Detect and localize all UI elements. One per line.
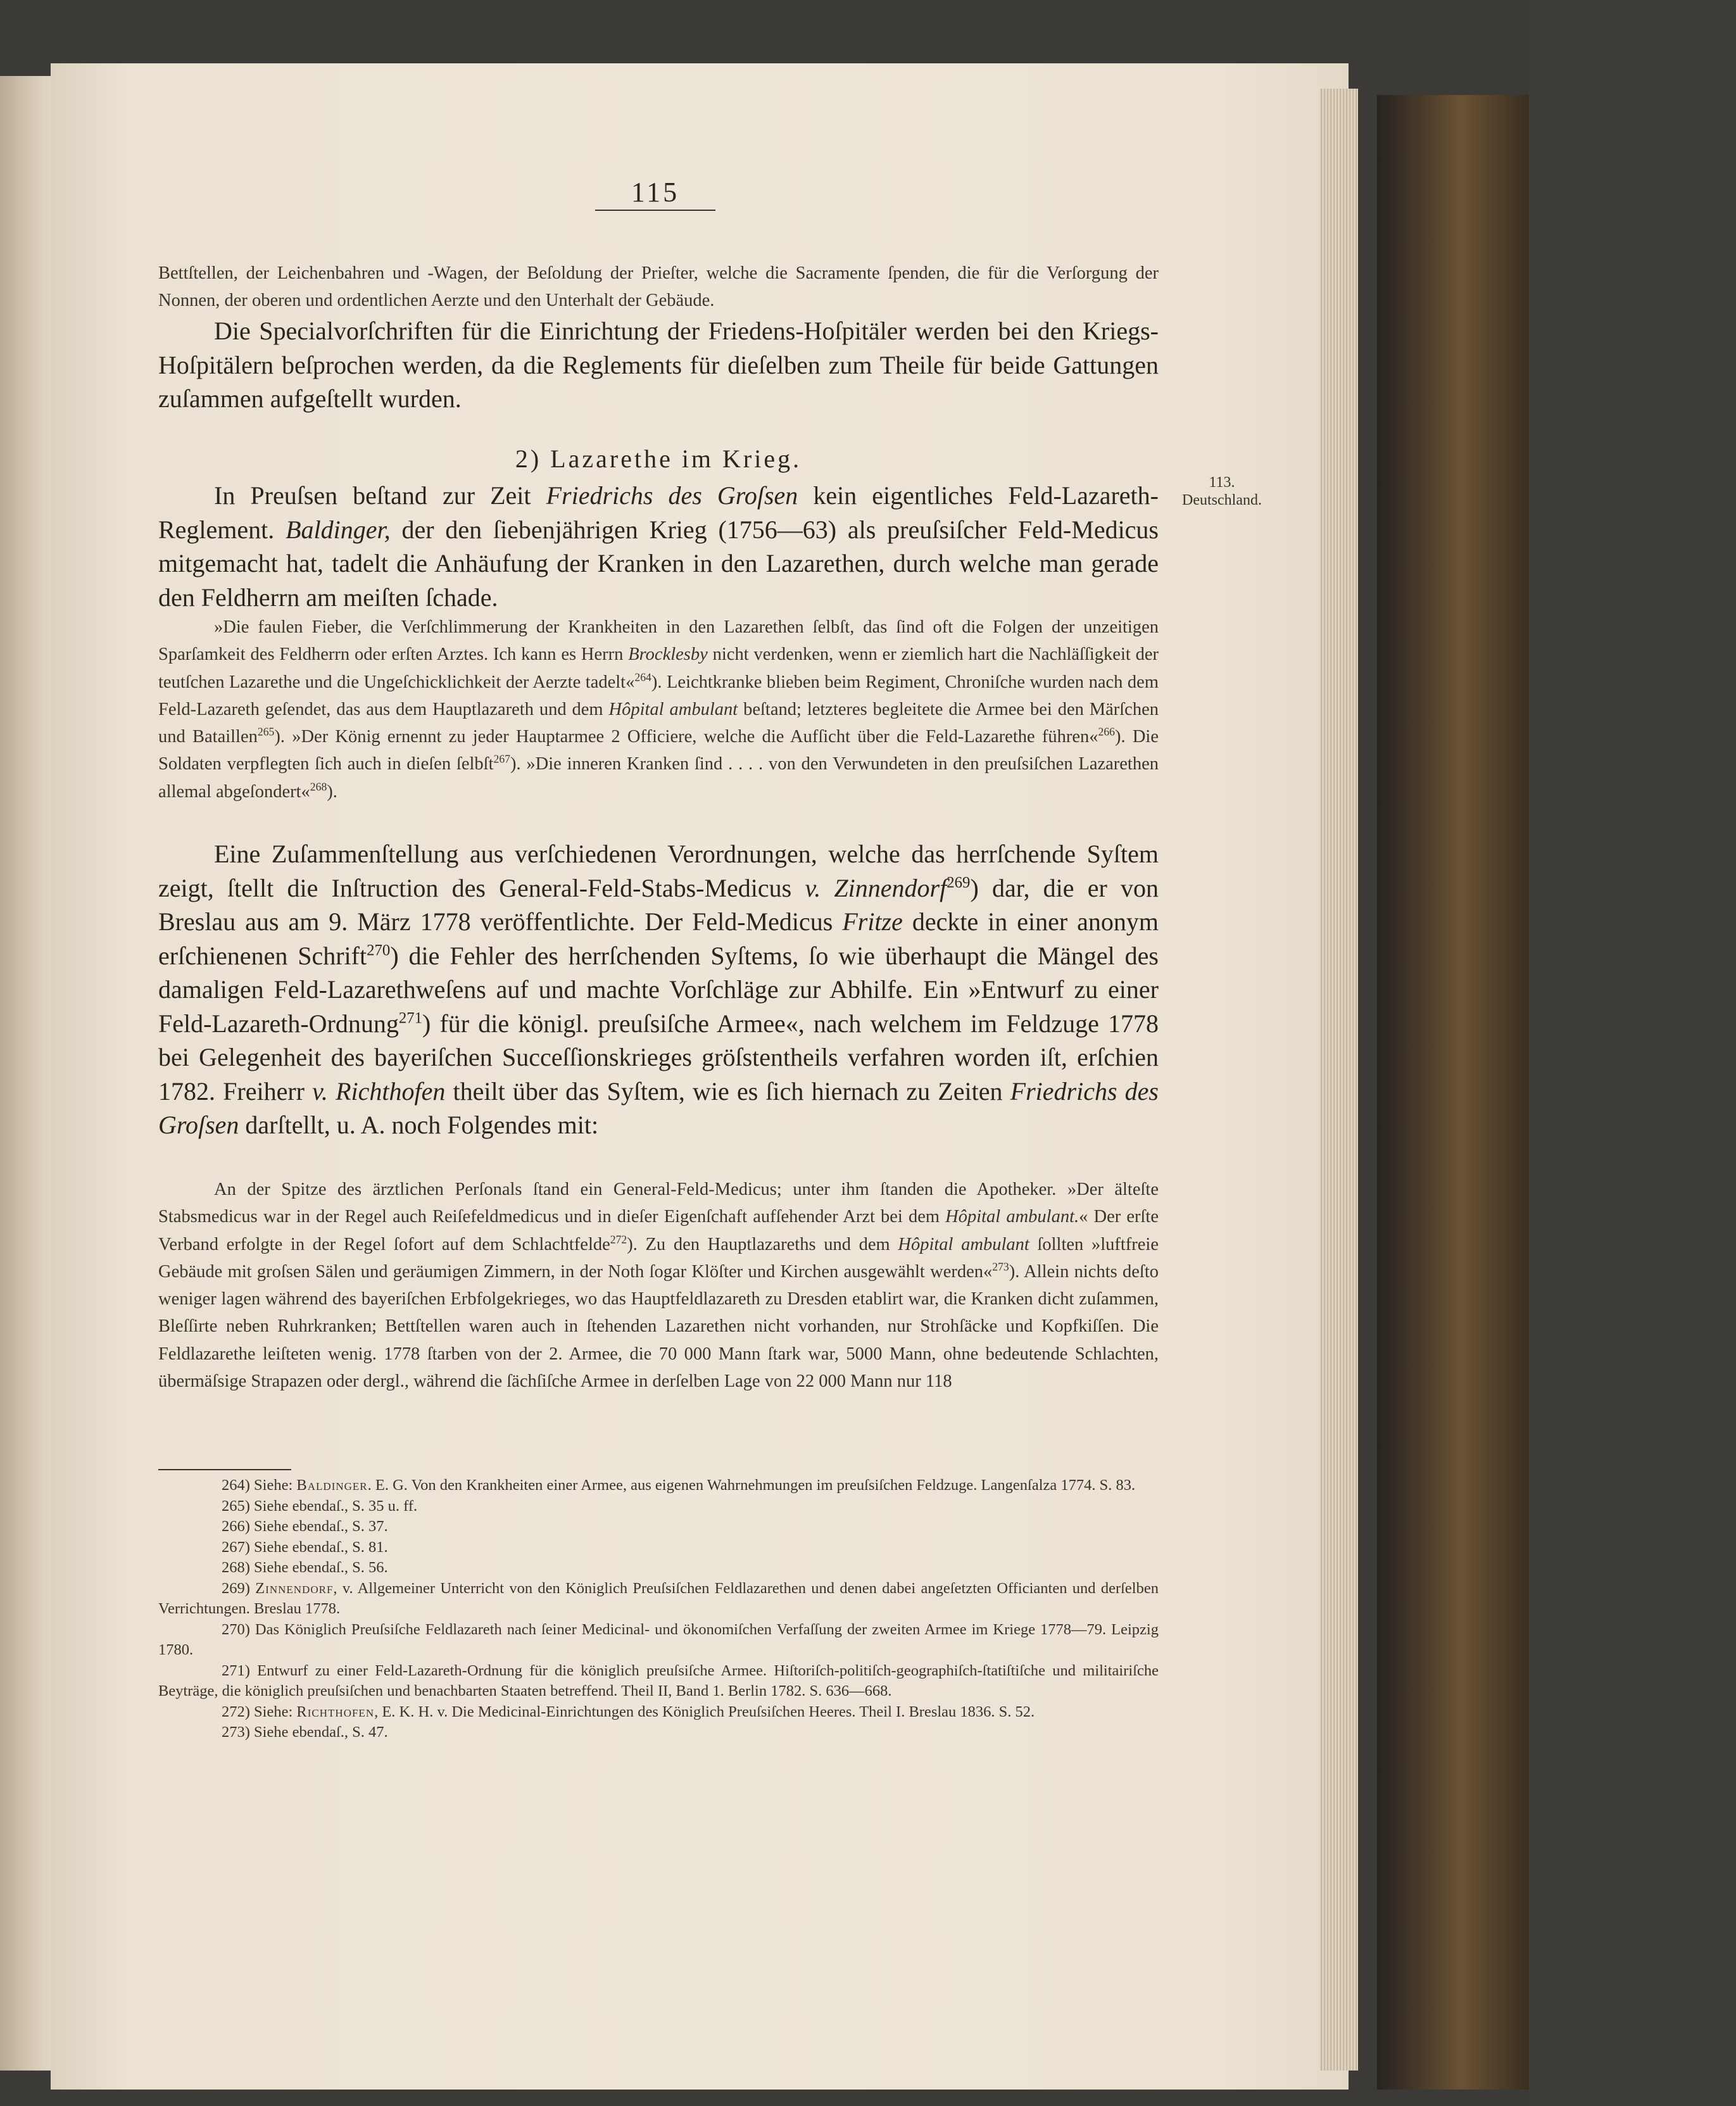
footnote-text: Entwurf zu einer Feld-Lazareth-Ordnung für die königlich preuſsiſche Armee. Hiſtoriſch-politiſch-geographiſch-ſtatiſtiſche und militairiſche Beyträge, die königlich preuſsiſchen und benachbarten Staaten betreffend. Theil II, Band 1. Berlin 1782. S. 636—668. — [158, 1661, 1159, 1699]
footnote — [158, 1537, 1159, 1558]
paragraph-zusammenstellung: Eine Zuſammenſtellung aus verſchiedenen Verordnungen, welche das herrſchende Syſtem zeigt, ſtellt die Inſtruction des General-Feld-Stabs-Medicus v. Zinnendorf$^{269}$) dar, die er von Breslau aus am 9. März 1778 veröffentlichte. Der Feld-Medicus Fritze deckte in einer anonym erſchienenen Schrift$^{270}$) die Fehler des herrſchenden Syſtems, ſo wie überhaupt die Mängel des damaligen Feld-Lazarethweſens auf und machte Vorſchläge zur Abhilfe. Ein »Entwurf zu einer Feld-Lazareth-Ordnung$^{271}$) für die königl. preuſsiſche Armee«, nach welchem im Feldzuge 1778 bei Gelegenheit des bayeriſchen Succeſſionskrieges gröſstentheils verfahren worden iſt, erſchien 1782. Freiherr v. Richthofen theilt über das Syſtem, wie es ſich hiernach zu Zeiten Friedrichs des Groſsen darſtellt, u. A. noch Folgendes mit: — [158, 840, 1159, 1139]
footnote — [158, 1579, 1159, 1620]
footnote — [158, 1620, 1159, 1661]
footnote-number: 264) — [222, 1477, 255, 1494]
footnote-text: , E. K. H. v. Die Medicinal-Einrichtungen des Königlich Preuſsiſchen Heeres. Theil I. Breslau 1836. S. 52. — [374, 1703, 1035, 1720]
page-number: 115 — [595, 176, 715, 211]
footnote-number: 268) — [222, 1559, 255, 1576]
footnote-number: 267) — [222, 1538, 255, 1556]
footnote-prefix: Siehe: — [254, 1477, 297, 1494]
footnote — [158, 1558, 1159, 1579]
footnote-text: Siehe ebendaſ., S. 56. — [254, 1559, 388, 1576]
footnote-rule — [158, 1469, 291, 1470]
book-cover-edge — [1377, 95, 1529, 2090]
footnote-number: 271) — [222, 1661, 258, 1679]
section-heading: 2) Lazarethe im Krieg. — [515, 445, 802, 473]
margin-note-label: Deutschland. — [1182, 492, 1262, 508]
footnote-number: 265) — [222, 1497, 255, 1515]
footnote-author: Baldinger — [296, 1477, 368, 1494]
paragraph-preussen: In Preuſsen beſtand zur Zeit Friedrichs des Groſsen kein eigentliches Feld-Lazareth-Reglement. Baldinger, der den ſiebenjährigen Krieg (1756—63) als preuſsiſcher Feld-Medicus mitgemacht hat, tadelt die Anhäufung der Kranken in den Lazarethen, durch welche man gerade den Feldherrn am meiſten ſchade. — [158, 481, 1159, 612]
footnote-author: Zinnendorf — [255, 1579, 334, 1597]
footnote — [158, 1496, 1159, 1517]
footnote-text: Siehe ebendaſ., S. 35 u. ff. — [254, 1497, 418, 1515]
footnote-text: Siehe ebendaſ., S. 37. — [254, 1518, 388, 1535]
footnote-number: 272) — [222, 1703, 255, 1720]
footnote-number: 270) — [222, 1620, 255, 1638]
footnote — [158, 1722, 1159, 1743]
footnote-text: Siehe ebendaſ., S. 47. — [254, 1724, 388, 1741]
page-leaves — [1320, 89, 1358, 2071]
paragraph-special: Die Specialvorſchriften für die Einrichtung der Friedens-Hoſpitäler werden bei den Kriegs-Hoſpitälern beſprochen werden, da die Reglements für dieſelben zum Theile für beide Gattungen zuſammen aufgeſtellt wurden. — [158, 317, 1159, 413]
footnote-author: Richthofen — [296, 1703, 375, 1720]
margin-note — [1168, 474, 1276, 509]
footnote-text: Das Königlich Preuſsiſche Feldlazareth nach ſeiner Medicinal- und ökonomiſchen Verfaſſung der zweiten Armee im Kriege 1778—79. Leipzig 1780. — [158, 1620, 1159, 1658]
footnote-number: 273) — [222, 1724, 255, 1741]
footnote-text: Siehe ebendaſ., S. 81. — [254, 1538, 388, 1556]
margin-note-number: 113. — [1209, 474, 1235, 491]
quote-paragraph-1: »Die faulen Fieber, die Verſchlimmerung der Krankheiten in den Lazarethen ſelbſt, das ſind oft die Folgen der unzeitigen Sparſamkeit des Feldherrn oder erſten Arztes. Ich kann es Herrn Brocklesby nicht verdenken, wenn er ziemlich hart die Nachläſſigkeit der teutſchen Lazarethe und die Ungeſchicklichkeit der Aerzte tadelt«$^{264}$). Leichtkranke blieben beim Regiment, Chroniſche wurden nach dem Feld-Lazareth geſendet, das aus dem Hauptlazareth und dem Hôpital ambulant beſtand; letzteres begleitete die Armee bei den Märſchen und Bataillen$^{265}$). »Der König ernennt zu jeder Hauptarmee 2 Officiere, welche die Aufſicht über die Feld-Lazarethe führen«$^{266}$). Die Soldaten verpflegten ſich auch in dieſen ſelbſt$^{267}$). »Die inneren Kranken ſind . . . . von den Verwundeten in den preuſsiſchen Lazarethen allemal abgeſondert«$^{268}$). — [158, 617, 1159, 802]
footnote-number: 269) — [222, 1579, 256, 1597]
background-right — [1529, 0, 1736, 2106]
footnote — [158, 1475, 1159, 1496]
footnote-text: , v. Allgemeiner Unterricht von den Königlich Preuſsiſchen Feldlazarethen und denen dabei angeſetzten Officianten und derſelben Verrichtungen. Breslau 1778. — [158, 1579, 1159, 1617]
footnote — [158, 1661, 1159, 1702]
footnote — [158, 1516, 1159, 1537]
footnote-number: 266) — [222, 1518, 255, 1535]
quote-paragraph-2: An der Spitze des ärztlichen Perſonals ſtand ein General-Feld-Medicus; unter ihm ſtanden die Apotheker. »Der älteſte Stabsmedicus war in der Regel auch Reiſefeldmedicus und in dieſer Eigenſchaft aufſehender Arzt bei dem Hôpital ambulant.« Der erſte Verband erfolgte in der Regel ſofort auf dem Schlachtfelde$^{272}$). Zu den Hauptlazareths und dem Hôpital ambulant ſollten »luftfreie Gebäude mit groſsen Sälen und geräumigen Zimmern, in der Noth ſogar Klöſter und Kirchen ausgewählt werden«$^{273}$). Allein nichts deſto weniger lagen während des bayeriſchen Erbfolgekrieges, wo das Hauptfeldlazareth zu Dresden etablirt war, die Kranken dicht zuſammen, Bleſſirte neben Ruhrkranken; Bettſtellen waren auch in ſtehenden Lazarethen nicht vorhanden, nur Strohſäcke und Kopfkiſſen. Die Feldlazarethe leiſteten wenig. 1778 ſtarben von der 2. Armee, die 70 000 Mann ſtark war, 5000 Mann, ohne bedeutende Schlachten, übermäſsige Strapazen oder dergl., während die ſächſiſche Armee in derſelben Lage von 22 000 Mann nur 118 — [158, 1180, 1159, 1392]
footnote — [158, 1702, 1159, 1723]
footnote-prefix: Siehe: — [254, 1703, 297, 1720]
paragraph-intro: Bettſtellen, der Leichenbahren und -Wagen, der Beſoldung der Prieſter, welche die Sacramente ſpenden, die für die Verſorgung der Nonnen, der oberen und ordentlichen Aerzte und den Unterhalt der Gebäude. — [158, 263, 1159, 311]
footnotes — [158, 1475, 1159, 1743]
footnote-text: . E. G. Von den Krankheiten einer Armee, aus eigenen Wahrnehmungen im preuſsiſchen Feldzuge. Langenſalza 1774. S. 83. — [367, 1477, 1136, 1494]
